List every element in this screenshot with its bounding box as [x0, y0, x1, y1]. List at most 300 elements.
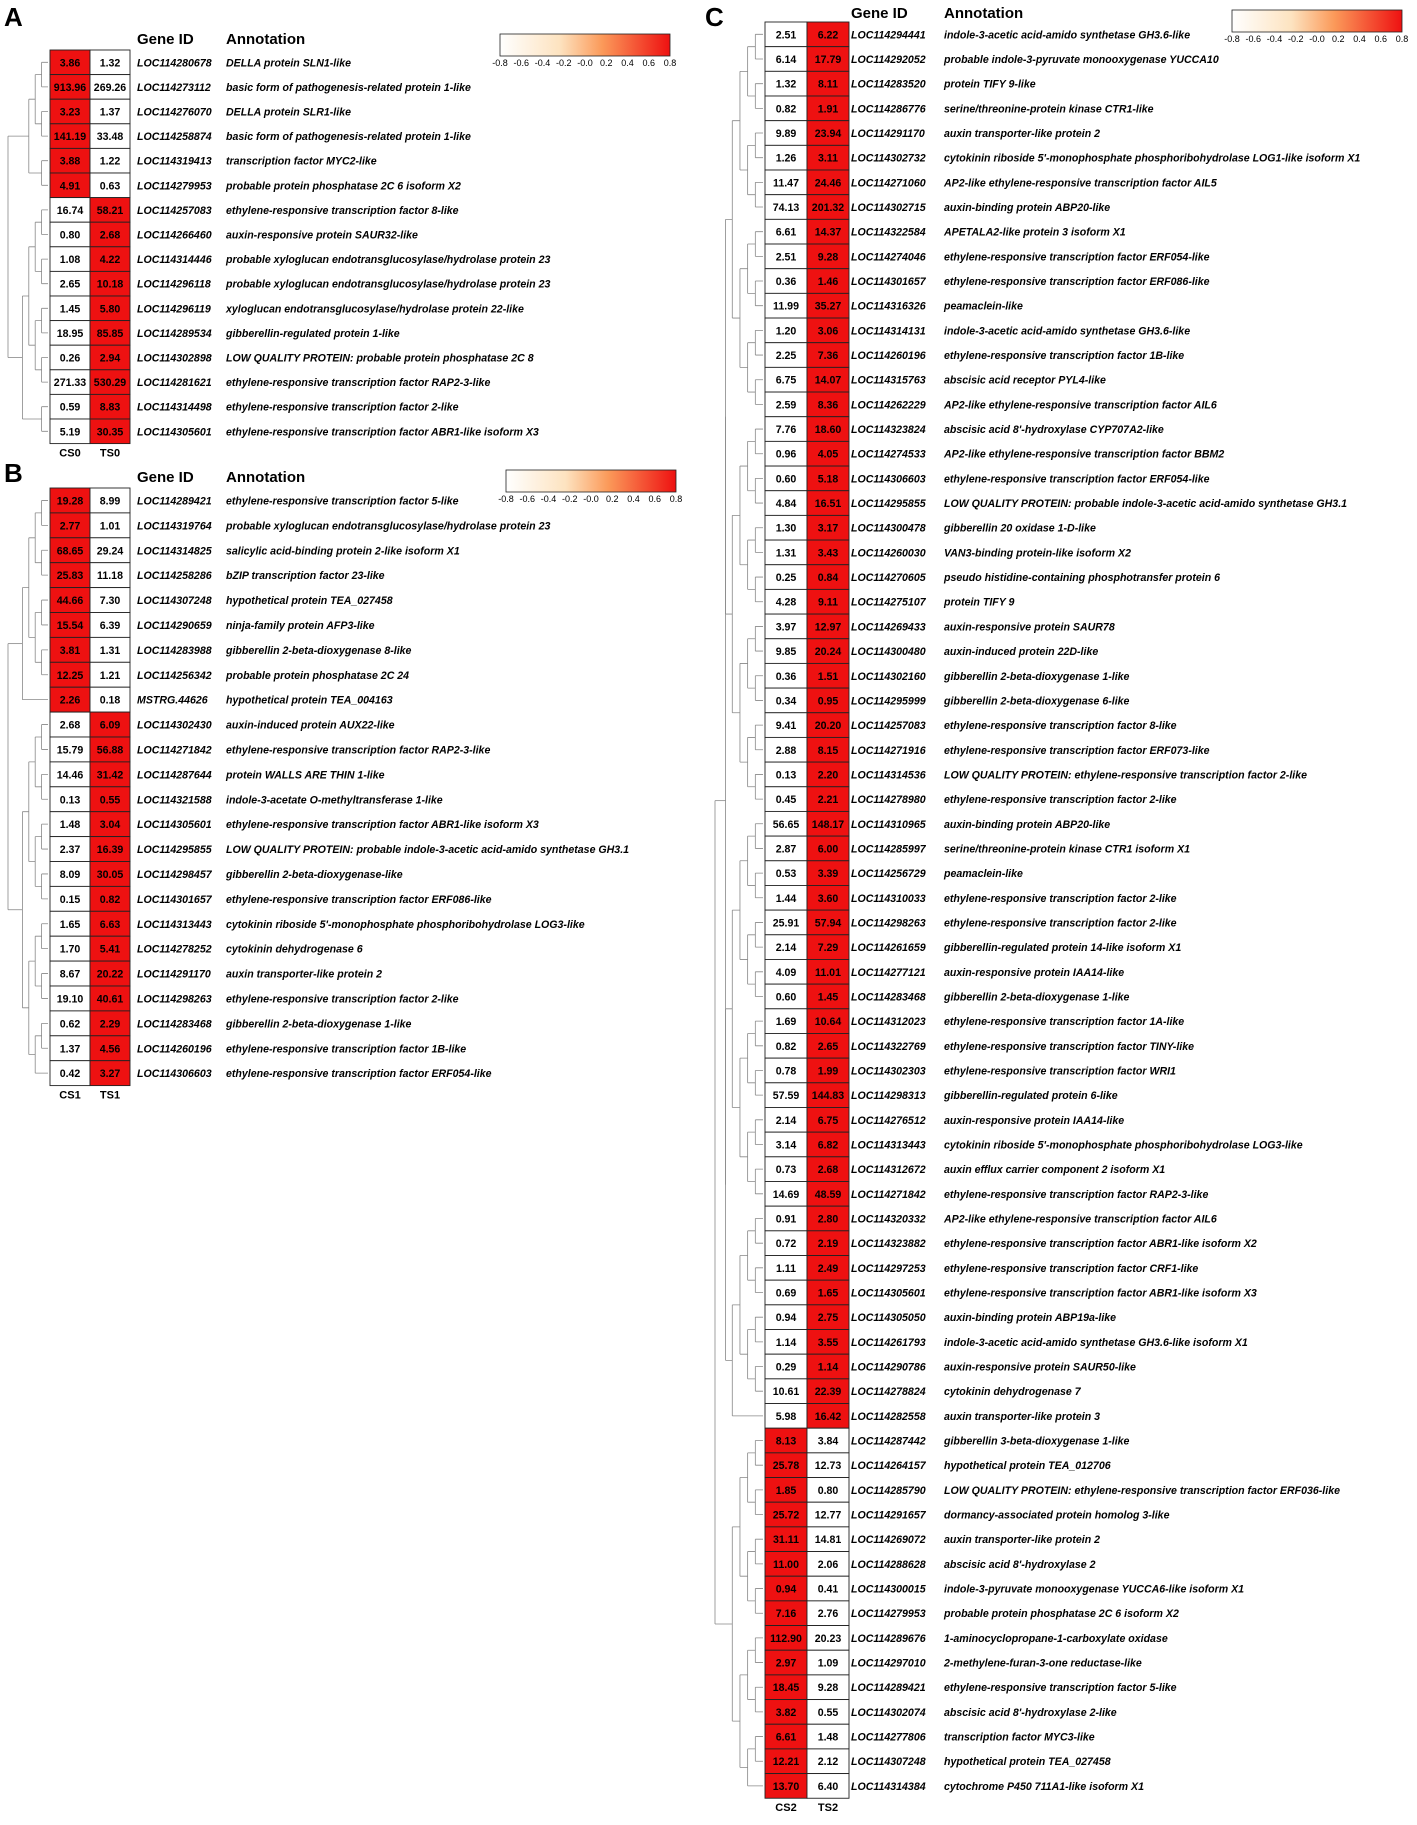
gene-id: LOC114258874: [137, 131, 212, 144]
dendrogram-branch: [748, 244, 756, 293]
cell-value: 3.04: [99, 819, 121, 832]
cell-value: 2.65: [59, 278, 81, 291]
annotation-text: ethylene-responsive transcription factor 5-like: [944, 1682, 1177, 1695]
annotation-text: serine/threonine-protein kinase CTR1-like: [944, 103, 1154, 116]
dendrogram-branch: [755, 972, 763, 997]
annotation-text: protein TIFY 9-like: [944, 78, 1036, 91]
dendrogram-branch: [35, 321, 41, 370]
cell-value: 25.78: [772, 1460, 800, 1473]
annotation-text: AP2-like ethylene-responsive transcription factor AIL6: [944, 399, 1217, 412]
annotation-text: ethylene-responsive transcription factor RAP2-3-like: [944, 1188, 1209, 1201]
dendrogram-branch: [42, 407, 48, 432]
annotation-text: protein WALLS ARE THIN 1-like: [226, 769, 385, 782]
cell-value: 44.66: [56, 595, 84, 608]
legend-tick-label: -0.4: [1266, 34, 1283, 44]
cell-value: 7.16: [775, 1608, 797, 1621]
cell-value: 2.77: [59, 520, 81, 533]
gene-id: LOC114295999: [851, 695, 926, 708]
row-dendrogram: [715, 34, 763, 1786]
cell-value: 5.98: [775, 1410, 797, 1423]
annotation-text: 2-methylene-furan-3-one reductase-like: [944, 1657, 1142, 1670]
annotation-text: probable indole-3-pyruvate monooxygenase YUCCA10: [944, 54, 1219, 67]
cell-value: 3.43: [817, 547, 839, 560]
color-legend-bar: [500, 34, 670, 56]
annotation-text: ethylene-responsive transcription factor TINY-like: [944, 1040, 1194, 1053]
gene-id: LOC114266460: [137, 229, 212, 242]
annotation-text: AP2-like ethylene-responsive transcription factor BBM2: [944, 448, 1225, 461]
legend-tick-label: 0.6: [642, 58, 656, 68]
annotation-text: auxin-responsive protein IAA14-like: [944, 1114, 1125, 1127]
dendrogram-branch: [755, 1638, 763, 1663]
cell-value: 1.70: [59, 943, 81, 956]
cell-value: 15.79: [56, 744, 84, 757]
cell-value: 1.32: [775, 78, 797, 91]
annotation-text: ethylene-responsive transcription factor 1A-like: [944, 1016, 1185, 1029]
column-label: CS1: [59, 1089, 81, 1102]
cell-value: 4.09: [775, 966, 797, 979]
legend-tick-label: -0.6: [513, 58, 530, 68]
dendrogram-branch: [755, 478, 763, 503]
gene-id: LOC114314384: [851, 1780, 926, 1793]
gene-id: LOC114257083: [851, 720, 926, 733]
gene-id: LOC114271916: [851, 744, 926, 757]
dendrogram-branch: [755, 1687, 763, 1712]
gene-id: LOC114261793: [851, 1336, 926, 1349]
dendrogram-branch: [755, 676, 763, 701]
cell-value: 2.59: [775, 399, 797, 412]
gene-id: LOC114271060: [851, 177, 926, 190]
annotation-text: auxin transporter-like protein 2: [944, 128, 1100, 141]
dendrogram-branch: [740, 269, 748, 368]
cell-value: 0.25: [775, 572, 797, 585]
cell-value: 0.82: [99, 893, 121, 906]
cell-value: 8.99: [99, 495, 121, 508]
annotation-header: Annotation: [226, 469, 306, 486]
gene-id-header: Gene ID: [137, 469, 194, 486]
annotation-text: indole-3-acetic acid-amido synthetase GH3.6-like: [944, 29, 1191, 42]
dendrogram-branch: [748, 1453, 756, 1502]
cell-value: 3.97: [775, 621, 797, 634]
dendrogram-branch: [732, 121, 740, 318]
legend-tick-label: -0.0: [583, 494, 599, 504]
cell-value: 1.65: [817, 1287, 839, 1300]
gene-id: LOC114300478: [851, 522, 926, 535]
annotation-text: ethylene-responsive transcription factor ERF086-like: [944, 276, 1210, 289]
annotation-text: gibberellin 2-beta-dioxygenase 1-like: [944, 991, 1130, 1004]
gene-id: MSTRG.44626: [137, 694, 208, 707]
cell-value: 11.47: [773, 177, 799, 190]
gene-id: LOC114320332: [851, 1213, 926, 1226]
dendrogram-branch: [755, 34, 763, 59]
cell-value: 269.26: [93, 81, 127, 94]
gene-id: LOC114297253: [851, 1262, 926, 1275]
dendrogram-branch: [35, 75, 41, 124]
cell-value: 6.61: [775, 226, 797, 239]
cell-value: 1.30: [775, 522, 797, 535]
cell-value: 68.65: [56, 545, 84, 558]
cell-value: 0.29: [775, 1361, 797, 1374]
gene-id: LOC114323882: [851, 1238, 926, 1251]
annotation-text: DELLA protein SLR1-like: [226, 106, 351, 119]
gene-id: LOC114312672: [851, 1164, 926, 1177]
dendrogram-branch: [42, 259, 48, 284]
cell-value: 0.78: [775, 1065, 797, 1078]
gene-id: LOC114314498: [137, 401, 212, 414]
row-dendrogram: [8, 62, 48, 431]
cell-value: 8.36: [817, 399, 839, 412]
cell-value: 0.59: [59, 401, 81, 414]
annotation-text: indole-3-acetic acid-amido synthetase GH3.6-like isoform X1: [944, 1336, 1248, 1349]
cell-value: 3.14: [775, 1139, 797, 1152]
cell-value: 0.72: [775, 1238, 797, 1251]
gene-id: LOC114283468: [137, 1018, 212, 1031]
legend-tick-label: -0.2: [555, 58, 572, 68]
cell-value: 2.75: [817, 1312, 839, 1325]
cell-value: 1.01: [99, 520, 121, 533]
gene-id: LOC114269072: [851, 1534, 926, 1547]
gene-id: LOC114295855: [851, 498, 926, 511]
cell-value: 7.30: [99, 595, 121, 608]
cell-value: 1.09: [817, 1657, 839, 1670]
annotation-text: ethylene-responsive transcription factor ERF054-like: [226, 1068, 492, 1081]
cell-value: 0.84: [817, 572, 839, 585]
dendrogram-branch: [748, 343, 756, 392]
gene-id: LOC114323824: [851, 424, 926, 437]
annotation-text: gibberellin 20 oxidase 1-D-like: [944, 522, 1096, 535]
dendrogram-branch: [42, 210, 48, 235]
gene-id: LOC114270605: [851, 572, 926, 585]
cell-value: 2.80: [817, 1213, 839, 1226]
cell-value: 19.28: [56, 495, 84, 508]
cell-value: 6.39: [99, 619, 121, 632]
dendrogram-branch: [740, 663, 748, 762]
cell-value: 3.88: [59, 155, 81, 168]
annotation-text: probable protein phosphatase 2C 6 isoform X2: [226, 180, 461, 193]
annotation-text: ethylene-responsive transcription factor ERF054-like: [944, 473, 1210, 486]
cell-value: 8.13: [775, 1435, 797, 1448]
legend-tick-label: 0.8: [663, 58, 677, 68]
annotation-text: hypothetical protein TEA_012706: [944, 1460, 1111, 1473]
dendrogram-branch: [35, 613, 41, 663]
annotation-text: auxin-responsive protein SAUR50-like: [944, 1361, 1136, 1374]
gene-id: LOC114260196: [137, 1043, 212, 1056]
cell-value: 141.19: [53, 131, 87, 144]
cell-value: 58.21: [96, 204, 124, 217]
gene-id: LOC114305601: [851, 1287, 926, 1300]
dendrogram-branch: [740, 71, 748, 170]
dendrogram-branch: [748, 145, 756, 194]
cell-value: 1.48: [59, 819, 81, 832]
dendrogram-branch: [42, 725, 48, 750]
annotation-text: auxin-binding protein ABP20-like: [944, 818, 1111, 831]
gene-id: LOC114289676: [851, 1632, 926, 1645]
gene-id: LOC114291657: [851, 1509, 926, 1522]
dendrogram-branch: [748, 1552, 756, 1601]
dendrogram-branch: [42, 308, 48, 333]
gene-id: LOC114277806: [851, 1731, 926, 1744]
dendrogram-branch: [22, 296, 41, 419]
cell-value: 48.59: [814, 1188, 842, 1201]
cell-value: 11.99: [773, 300, 799, 313]
cell-value: 2.21: [817, 794, 839, 807]
dendrogram-branch: [748, 639, 756, 688]
gene-id: LOC114289421: [851, 1682, 926, 1695]
annotation-text: ethylene-responsive transcription factor ERF073-like: [944, 744, 1210, 757]
annotation-text: serine/threonine-protein kinase CTR1 isoform X1: [944, 843, 1191, 856]
gene-id-header: Gene ID: [851, 5, 908, 22]
annotation-text: cytochrome P450 711A1-like isoform X1: [944, 1780, 1144, 1793]
cell-value: 31.11: [773, 1534, 799, 1547]
panel-b: [4, 458, 682, 1102]
gene-id: LOC114276512: [851, 1114, 926, 1127]
dendrogram-branch: [732, 1527, 740, 1721]
gene-id: LOC114282558: [851, 1410, 926, 1423]
annotation-text: abscisic acid 8'-hydroxylase 2: [944, 1558, 1096, 1571]
row-dendrogram: [8, 500, 48, 1073]
cell-value: 14.69: [772, 1188, 800, 1201]
cell-value: 1.31: [775, 547, 797, 560]
annotation-text: abscisic acid 8'-hydroxylase 2-like: [944, 1706, 1117, 1719]
gene-id: LOC114290659: [137, 619, 212, 632]
cell-value: 4.22: [99, 254, 121, 267]
cell-value: 15.54: [56, 619, 84, 632]
cell-value: 2.29: [99, 1018, 121, 1031]
dendrogram-branch: [29, 762, 35, 862]
annotation-text: LOW QUALITY PROTEIN: probable indole-3-acetic acid-amido synthetase GH3.1: [226, 844, 630, 857]
column-label: CS0: [59, 447, 81, 460]
gene-id: LOC114283468: [851, 991, 926, 1004]
cell-value: 16.39: [96, 844, 124, 857]
dendrogram-branch: [42, 650, 48, 675]
dendrogram-branch: [748, 47, 756, 96]
annotation-text: auxin transporter-like protein 2: [226, 968, 382, 981]
dendrogram-branch: [748, 935, 756, 984]
gene-id-header: Gene ID: [137, 31, 194, 48]
annotation-text: AP2-like ethylene-responsive transcription factor AIL6: [944, 1213, 1217, 1226]
column-label: TS0: [99, 447, 121, 460]
gene-id: LOC114307248: [851, 1756, 926, 1769]
annotation-text: probable xyloglucan endotransglucosylase/hydrolase protein 23: [226, 520, 551, 533]
annotation-text: auxin-responsive protein IAA14-like: [944, 966, 1125, 979]
annotation-text: cytokinin dehydrogenase 7: [944, 1386, 1081, 1399]
annotation-text: VAN3-binding protein-like isoform X2: [944, 547, 1131, 560]
annotation-text: ethylene-responsive transcription factor CRF1-like: [944, 1262, 1199, 1275]
annotation-text: indole-3-pyruvate monooxygenase YUCCA6-like isoform X1: [944, 1583, 1245, 1596]
cell-value: 57.59: [772, 1090, 800, 1103]
annotation-text: gibberellin 2-beta-dioxygenase 1-like: [226, 1018, 412, 1031]
gene-id: LOC114302160: [851, 670, 926, 683]
cell-value: 0.18: [99, 694, 121, 707]
annotation-text: salicylic acid-binding protein 2-like isoform X1: [226, 545, 460, 558]
dendrogram-branch: [740, 1256, 748, 1355]
cell-value: 0.63: [99, 180, 121, 193]
cell-value: 6.40: [817, 1780, 839, 1793]
cell-value: 1.32: [99, 57, 121, 70]
gene-id: LOC114291170: [137, 968, 211, 981]
cell-value: 1.22: [99, 155, 121, 168]
cell-value: 6.14: [775, 54, 797, 67]
annotation-text: ethylene-responsive transcription factor 5-like: [226, 495, 459, 508]
gene-id: LOC114273112: [137, 81, 211, 94]
cell-value: 530.29: [93, 377, 127, 390]
gene-id: LOC114316326: [851, 300, 926, 313]
dendrogram-branch: [748, 737, 756, 786]
legend-tick-label: -0.2: [561, 494, 578, 504]
gene-id: LOC114289421: [137, 495, 212, 508]
cell-value: 2.97: [775, 1657, 797, 1670]
gene-id: LOC114321588: [137, 794, 212, 807]
gene-id: LOC114283988: [137, 644, 212, 657]
cell-value: 3.84: [817, 1435, 839, 1448]
cell-value: 2.51: [775, 29, 797, 42]
cell-value: 3.82: [775, 1706, 797, 1719]
gene-id: LOC114314131: [851, 325, 926, 338]
cell-value: 8.67: [59, 968, 81, 981]
cell-value: 2.76: [817, 1608, 839, 1621]
annotation-text: ethylene-responsive transcription factor ABR1-like isoform X3: [226, 426, 539, 439]
dendrogram-branch: [740, 1058, 748, 1157]
gene-id: LOC114313443: [137, 918, 212, 931]
cell-value: 9.11: [817, 596, 839, 609]
annotation-text: ethylene-responsive transcription factor 2-like: [944, 917, 1177, 930]
annotation-text: xyloglucan endotransglucosylase/hydrolase protein 22-like: [226, 303, 524, 316]
gene-id: LOC114322584: [851, 226, 926, 239]
gene-id: LOC114300015: [851, 1583, 926, 1596]
cell-value: 2.06: [817, 1558, 839, 1571]
cell-value: 0.42: [59, 1068, 81, 1081]
panel-c: [705, 2, 1408, 1814]
gene-id: LOC114256342: [137, 669, 212, 682]
cell-value: 85.85: [96, 327, 124, 340]
cell-value: 56.65: [772, 818, 800, 831]
gene-id: LOC114310033: [851, 892, 926, 905]
annotation-text: gibberellin 2-beta-dioxygenase-like: [226, 868, 403, 881]
annotation-text: DELLA protein SLN1-like: [226, 57, 351, 70]
cell-value: 0.45: [775, 794, 797, 807]
dendrogram-branch: [35, 222, 41, 271]
annotation-text: protein TIFY 9: [944, 596, 1015, 609]
cell-value: 5.80: [99, 303, 121, 316]
annotation-text: ethylene-responsive transcription factor 8-like: [226, 204, 459, 217]
gene-id: LOC114302074: [851, 1706, 926, 1719]
cell-value: 0.41: [817, 1583, 839, 1596]
gene-id: LOC114315763: [851, 374, 926, 387]
dendrogram-branch: [748, 1330, 756, 1379]
annotation-text: 1-aminocyclopropane-1-carboxylate oxidase: [944, 1632, 1168, 1645]
gene-id: LOC114312023: [851, 1016, 926, 1029]
annotation-text: ethylene-responsive transcription factor RAP2-3-like: [226, 377, 491, 390]
gene-id: LOC114287644: [137, 769, 212, 782]
cell-value: 8.83: [99, 401, 121, 414]
annotation-text: gibberellin-regulated protein 14-like isoform X1: [944, 942, 1182, 955]
cell-value: 4.91: [59, 180, 81, 193]
gene-id: LOC114269433: [851, 621, 926, 634]
annotation-text: ethylene-responsive transcription factor ABR1-like isoform X3: [944, 1287, 1257, 1300]
gene-id: LOC114271842: [137, 744, 212, 757]
dendrogram-branch: [755, 429, 763, 454]
gene-id: LOC114298263: [851, 917, 926, 930]
annotation-text: peamaclein-like: [944, 868, 1023, 881]
gene-id: LOC114291170: [851, 128, 925, 141]
dendrogram-branch: [755, 626, 763, 651]
annotation-text: dormancy-associated protein homolog 3-like: [944, 1509, 1170, 1522]
gene-id: LOC114301657: [137, 893, 212, 906]
cell-value: 1.91: [817, 103, 839, 116]
gene-id: LOC114289534: [137, 327, 212, 340]
cell-value: 0.82: [775, 1040, 797, 1053]
cell-value: 0.62: [59, 1018, 81, 1031]
cell-value: 18.95: [56, 327, 84, 340]
cell-value: 16.51: [814, 498, 842, 511]
cell-value: 0.95: [817, 695, 839, 708]
annotation-text: hypothetical protein TEA_027458: [944, 1756, 1111, 1769]
cell-value: 1.45: [59, 303, 81, 316]
gene-id: LOC114257083: [137, 204, 212, 217]
cell-value: 12.25: [56, 669, 84, 682]
annotation-text: ethylene-responsive transcription factor 2-like: [944, 892, 1177, 905]
dendrogram-branch: [748, 1231, 756, 1280]
annotation-text: ethylene-responsive transcription factor 2-like: [226, 993, 459, 1006]
cell-value: 74.13: [772, 202, 800, 215]
gene-id: LOC114288628: [851, 1558, 926, 1571]
cell-value: 1.51: [817, 670, 839, 683]
cell-value: 1.37: [59, 1043, 81, 1056]
legend-tick-label: 0.6: [648, 494, 662, 504]
cell-value: 3.06: [817, 325, 839, 338]
legend-tick-label: -0.8: [498, 494, 514, 504]
gene-id: LOC114296118: [137, 278, 211, 291]
cell-value: 0.94: [775, 1583, 797, 1596]
dendrogram-branch: [29, 538, 35, 638]
dendrogram-branch: [755, 1070, 763, 1095]
annotation-text: auxin-induced protein AUX22-like: [226, 719, 395, 732]
dendrogram-branch: [755, 873, 763, 898]
gene-id: LOC114256729: [851, 868, 926, 881]
cell-value: 201.32: [811, 202, 845, 215]
annotation-text: probable xyloglucan endotransglucosylase/hydrolase protein 23: [226, 278, 551, 291]
gene-id: LOC114314825: [137, 545, 212, 558]
gene-id: LOC114286776: [851, 103, 926, 116]
cell-value: 3.39: [817, 868, 839, 881]
dendrogram-branch: [755, 1539, 763, 1564]
cell-value: 6.75: [775, 374, 797, 387]
annotation-text: probable protein phosphatase 2C 24: [226, 669, 410, 682]
annotation-text: ninja-family protein AFP3-like: [226, 619, 375, 632]
dendrogram-branch: [42, 1023, 48, 1048]
cell-value: 2.19: [817, 1238, 839, 1251]
cell-value: 20.20: [814, 720, 842, 733]
legend-tick-label: -0.0: [1309, 34, 1325, 44]
cell-value: 14.07: [814, 374, 842, 387]
dendrogram-branch: [42, 358, 48, 383]
annotation-text: LOW QUALITY PROTEIN: probable protein phosphatase 2C 8: [226, 352, 534, 365]
cell-value: 10.18: [96, 278, 124, 291]
cell-value: 2.49: [817, 1262, 839, 1275]
cell-value: 0.26: [59, 352, 81, 365]
annotation-text: auxin efflux carrier component 2 isoform X1: [944, 1164, 1166, 1177]
cell-value: 56.88: [96, 744, 124, 757]
legend-tick-label: -0.8: [1224, 34, 1240, 44]
cell-value: 1.14: [817, 1361, 839, 1374]
annotation-text: cytokinin dehydrogenase 6: [226, 943, 363, 956]
cell-value: 3.27: [99, 1068, 121, 1081]
gene-id: LOC114276070: [137, 106, 212, 119]
color-legend-bar: [1232, 10, 1402, 32]
gene-id: LOC114302732: [851, 152, 926, 165]
gene-id: LOC114306603: [137, 1068, 212, 1081]
annotation-text: indole-3-acetic acid-amido synthetase GH3.6-like: [944, 325, 1191, 338]
annotation-text: auxin-responsive protein SAUR78: [944, 621, 1115, 634]
